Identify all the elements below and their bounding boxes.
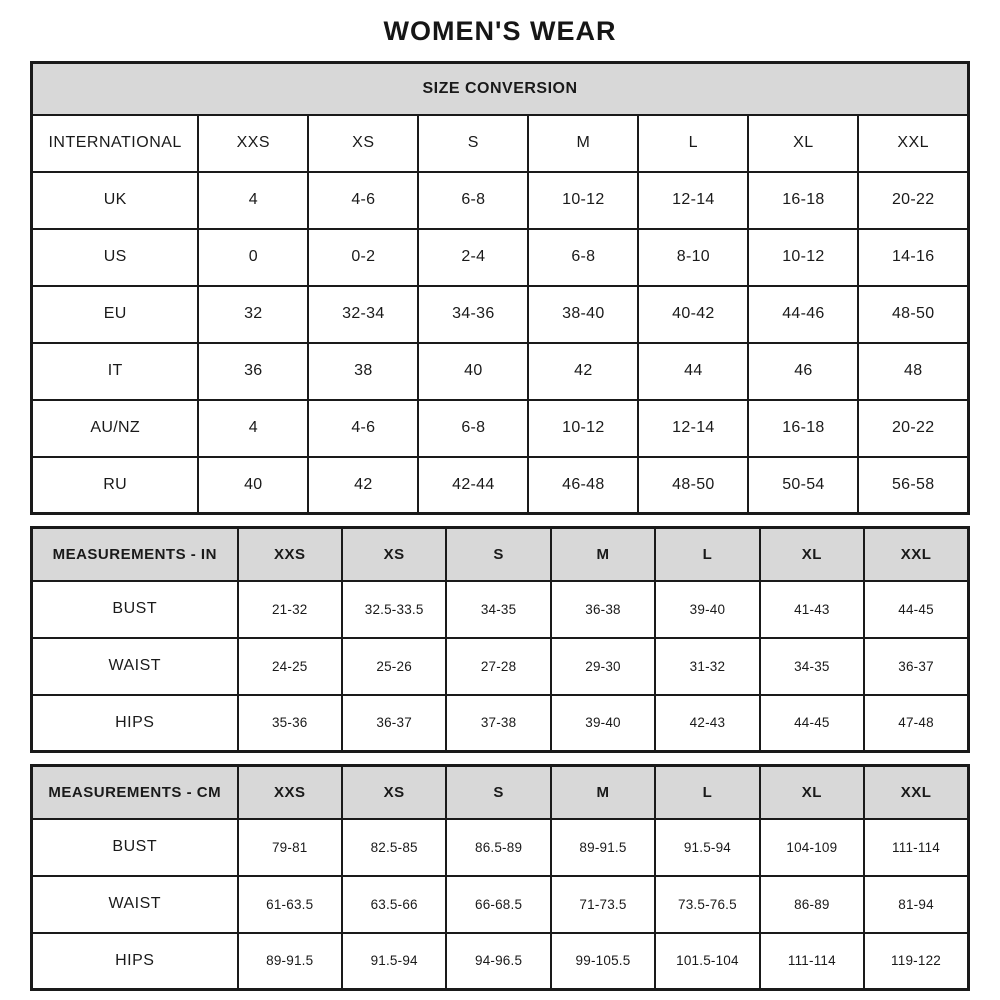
table-cell: 39-40 [655,581,759,638]
table-cell: 101.5-104 [655,933,759,990]
row-label: EU [32,286,199,343]
table-cell: 36-37 [864,638,968,695]
row-label: UK [32,172,199,229]
table-cell: 25-26 [342,638,446,695]
table-cell: 44-45 [864,581,968,638]
table-cell: 16-18 [748,172,858,229]
table-cell: 34-35 [760,638,864,695]
table-cell: 29-30 [551,638,655,695]
table-cell: 48-50 [858,286,968,343]
table-cell: 0-2 [308,229,418,286]
table-row-bust [32,581,969,638]
row-label: AU/NZ [32,400,199,457]
table-header-row [32,115,969,172]
table-cell: 12-14 [638,172,748,229]
table-cell: 42-44 [418,457,528,514]
table-cell: 44-46 [748,286,858,343]
table-cell: 20-22 [858,400,968,457]
table-cell: 4-6 [308,172,418,229]
column-header-s: S [418,115,528,172]
table-cell: 89-91.5 [551,819,655,876]
column-header-xxl: XXL [858,115,968,172]
table-row-bust [32,819,969,876]
row-label: WAIST [32,638,238,695]
table-cell: 40-42 [638,286,748,343]
table-cell: 35-36 [238,695,342,752]
table-cell: 50-54 [748,457,858,514]
column-header-xl: XL [760,528,864,581]
table-cell: 44-45 [760,695,864,752]
table-cell: 56-58 [858,457,968,514]
size-conversion-table [30,61,970,515]
table-cell: 42 [528,343,638,400]
measurements-cm-table [30,764,970,991]
column-header-xl: XL [760,766,864,819]
table-cell: 42 [308,457,418,514]
table-cell: 119-122 [864,933,968,990]
table-row-uk [32,172,969,229]
table-cell: 20-22 [858,172,968,229]
table-cell: 4-6 [308,400,418,457]
table-header-row [32,528,969,581]
table-cell: 4 [198,172,308,229]
column-header-xxl: XXL [864,766,968,819]
column-header-xxs: XXS [238,766,342,819]
table-cell: 8-10 [638,229,748,286]
table-cell: 21-32 [238,581,342,638]
column-header-l: L [655,766,759,819]
table-cell: 99-105.5 [551,933,655,990]
table-cell: 46-48 [528,457,638,514]
table-cell: 47-48 [864,695,968,752]
row-label: IT [32,343,199,400]
column-header-xs: XS [342,766,446,819]
column-header-xs: XS [308,115,418,172]
column-header-s: S [446,766,550,819]
table-cell: 44 [638,343,748,400]
table-cell: 61-63.5 [238,876,342,933]
measurements-in-table [30,526,970,753]
table-cell: 39-40 [551,695,655,752]
table-cell: 10-12 [528,400,638,457]
column-header-l: L [655,528,759,581]
table-cell: 91.5-94 [342,933,446,990]
table-cell: 36-37 [342,695,446,752]
column-header-international: INTERNATIONAL [32,115,199,172]
column-header-xs: XS [342,528,446,581]
table-cell: 24-25 [238,638,342,695]
table-cell: 2-4 [418,229,528,286]
table-cell: 86-89 [760,876,864,933]
table-cell: 91.5-94 [655,819,759,876]
table-cell: 46 [748,343,858,400]
table-cell: 32.5-33.5 [342,581,446,638]
table-cell: 40 [198,457,308,514]
table-cell: 32-34 [308,286,418,343]
table-gap [30,753,970,764]
table-cell: 79-81 [238,819,342,876]
table-row-waist [32,876,969,933]
table-cell: 34-35 [446,581,550,638]
table-row-hips [32,695,969,752]
table-cell: 36-38 [551,581,655,638]
table-cell: 12-14 [638,400,748,457]
table-cell: 81-94 [864,876,968,933]
table-cell: 4 [198,400,308,457]
table-cell: 38-40 [528,286,638,343]
table-cell: 32 [198,286,308,343]
table-cell: 89-91.5 [238,933,342,990]
table-cell: 41-43 [760,581,864,638]
table-row-us [32,229,969,286]
column-header-xxl: XXL [864,528,968,581]
table-cell: 48 [858,343,968,400]
size-conversion-title: SIZE CONVERSION [32,63,969,115]
table-header-row [32,766,969,819]
column-header-l: L [638,115,748,172]
table-cell: 94-96.5 [446,933,550,990]
table-row-eu [32,286,969,343]
table-cell: 10-12 [528,172,638,229]
table-cell: 104-109 [760,819,864,876]
column-header-s: S [446,528,550,581]
row-label: US [32,229,199,286]
table-row-it [32,343,969,400]
table-title-row [32,63,969,115]
table-cell: 38 [308,343,418,400]
table-cell: 66-68.5 [446,876,550,933]
table-cell: 111-114 [864,819,968,876]
row-label: RU [32,457,199,514]
row-label: BUST [32,819,238,876]
table-cell: 14-16 [858,229,968,286]
table-row-ru [32,457,969,514]
table-cell: 71-73.5 [551,876,655,933]
table-row-aunz [32,400,969,457]
table-cell: 37-38 [446,695,550,752]
row-label: HIPS [32,695,238,752]
table-cell: 16-18 [748,400,858,457]
table-cell: 6-8 [418,172,528,229]
column-header-m: M [551,766,655,819]
column-header-xl: XL [748,115,858,172]
measurements-in-title: MEASUREMENTS - IN [32,528,238,581]
row-label: HIPS [32,933,238,990]
measurements-cm-title: MEASUREMENTS - CM [32,766,238,819]
table-row-hips [32,933,969,990]
table-cell: 27-28 [446,638,550,695]
table-cell: 6-8 [528,229,638,286]
table-cell: 0 [198,229,308,286]
table-row-waist [32,638,969,695]
table-cell: 34-36 [418,286,528,343]
column-header-xxs: XXS [238,528,342,581]
column-header-m: M [528,115,638,172]
table-cell: 86.5-89 [446,819,550,876]
table-cell: 111-114 [760,933,864,990]
table-cell: 36 [198,343,308,400]
table-cell: 82.5-85 [342,819,446,876]
table-cell: 40 [418,343,528,400]
column-header-m: M [551,528,655,581]
table-cell: 73.5-76.5 [655,876,759,933]
row-label: WAIST [32,876,238,933]
table-cell: 31-32 [655,638,759,695]
table-cell: 63.5-66 [342,876,446,933]
table-cell: 42-43 [655,695,759,752]
column-header-xxs: XXS [198,115,308,172]
table-gap [30,515,970,526]
table-cell: 6-8 [418,400,528,457]
row-label: BUST [32,581,238,638]
table-cell: 48-50 [638,457,748,514]
page-title: WOMEN'S WEAR [383,16,617,46]
table-cell: 10-12 [748,229,858,286]
